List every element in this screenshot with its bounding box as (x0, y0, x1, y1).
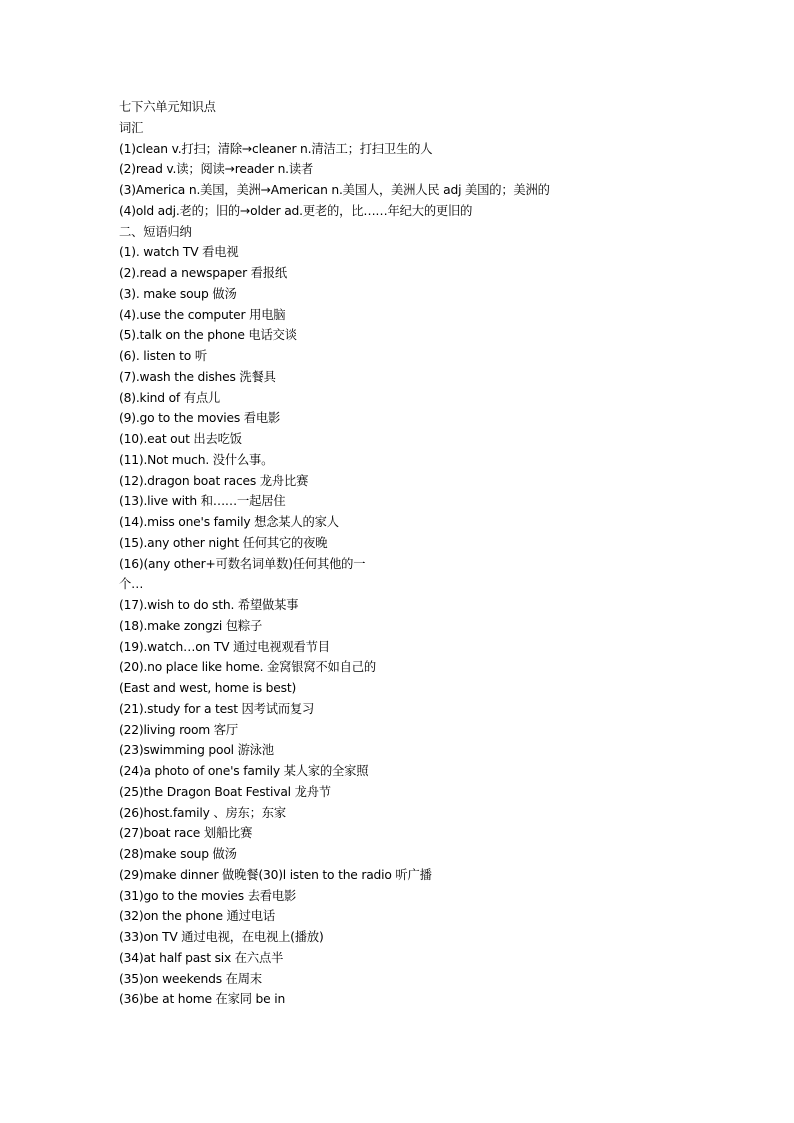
phrase-item: (16)(any other+可数名词单数)任何其他的一 (119, 556, 366, 571)
phrase-item: (31)go to the movies 去看电影 (119, 888, 297, 903)
phrase-item: (29)make dinner 做晚餐(30)l isten to the radio 听广播 (119, 867, 432, 882)
vocab-item: (4)old adj.老的；旧的→older ad.更老的，比……年纪大的更旧的 (119, 203, 473, 218)
phrase-item: (6). listen to 听 (119, 349, 207, 363)
phrase-item: (18).make zongzi 包粽子 (119, 618, 263, 633)
phrase-item-continuation: (East and west, home is best) (119, 681, 297, 695)
phrase-item: (12).dragon boat races 龙舟比赛 (119, 473, 309, 488)
phrase-item: (10).eat out 出去吃饭 (119, 432, 242, 446)
phrase-item: (33)on TV 通过电视，在电视上(播放) (119, 930, 324, 944)
phrase-item: (34)at half past six 在六点半 (119, 950, 284, 965)
phrase-item: (25)the Dragon Boat Festival 龙舟节 (119, 784, 331, 799)
phrase-item: (2).read a newspaper 看报纸 (119, 266, 287, 280)
phrase-item: (9).go to the movies 看电影 (119, 411, 281, 426)
phrase-item: (17).wish to do sth. 希望做某事 (119, 598, 299, 612)
phrase-item: (32)on the phone 通过电话 (119, 909, 275, 924)
vocab-item: (3)America n.美国，美洲→American n.美国人，美洲人民 adj 美国的；美洲的 (119, 183, 550, 197)
phrase-item: (22)living room 客厅 (119, 722, 238, 737)
phrase-item: (23)swimming pool 游泳池 (119, 743, 274, 758)
phrase-item: (26)host.family 、房东；东家 (119, 805, 286, 820)
vocab-item: (1)clean v.打扫；清除→cleaner n.清洁工；打扫卫生的人 (119, 141, 433, 156)
phrase-item: (35)on weekends 在周末 (119, 971, 262, 986)
phrase-item-continuation: 个… (119, 577, 144, 592)
vocab-item: (2)read v.读；阅读→reader n.读者 (119, 162, 314, 177)
phrase-item: (27)boat race 划船比赛 (119, 826, 253, 841)
phrase-item: (15).any other night 任何其它的夜晚 (119, 535, 328, 550)
phrase-item: (11).Not much. 没什么事。 (119, 452, 274, 467)
phrase-item: (24)a photo of one's family 某人家的全家照 (119, 764, 369, 778)
phrase-item: (3). make soup 做汤 (119, 286, 237, 301)
phrase-item: (36)be at home 在家同 be in (119, 992, 286, 1007)
phrase-item: (28)make soup 做汤 (119, 847, 237, 861)
phrase-item: (8).kind of 有点儿 (119, 390, 221, 405)
phrase-item: (4).use the computer 用电脑 (119, 307, 286, 322)
phrase-item: (7).wash the dishes 洗餐具 (119, 369, 276, 384)
document-body (119, 97, 679, 1010)
document-title: 七下六单元知识点 (119, 100, 216, 114)
phrase-item: (21).study for a test 因考试而复习 (119, 701, 315, 716)
section-heading-phrases: 二、短语归纳 (119, 224, 192, 239)
phrase-item: (1). watch TV 看电视 (119, 245, 239, 260)
phrase-item: (19).watch…on TV 通过电视观看节目 (119, 639, 330, 654)
section-heading-vocabulary: 词汇 (119, 120, 144, 135)
phrase-item: (14).miss one's family 想念某人的家人 (119, 515, 339, 529)
phrase-item: (20).no place like home. 金窝银窝不如自己的 (119, 660, 376, 675)
phrase-item: (5).talk on the phone 电话交谈 (119, 328, 297, 343)
phrase-item: (13).live with 和……一起居住 (119, 494, 286, 509)
